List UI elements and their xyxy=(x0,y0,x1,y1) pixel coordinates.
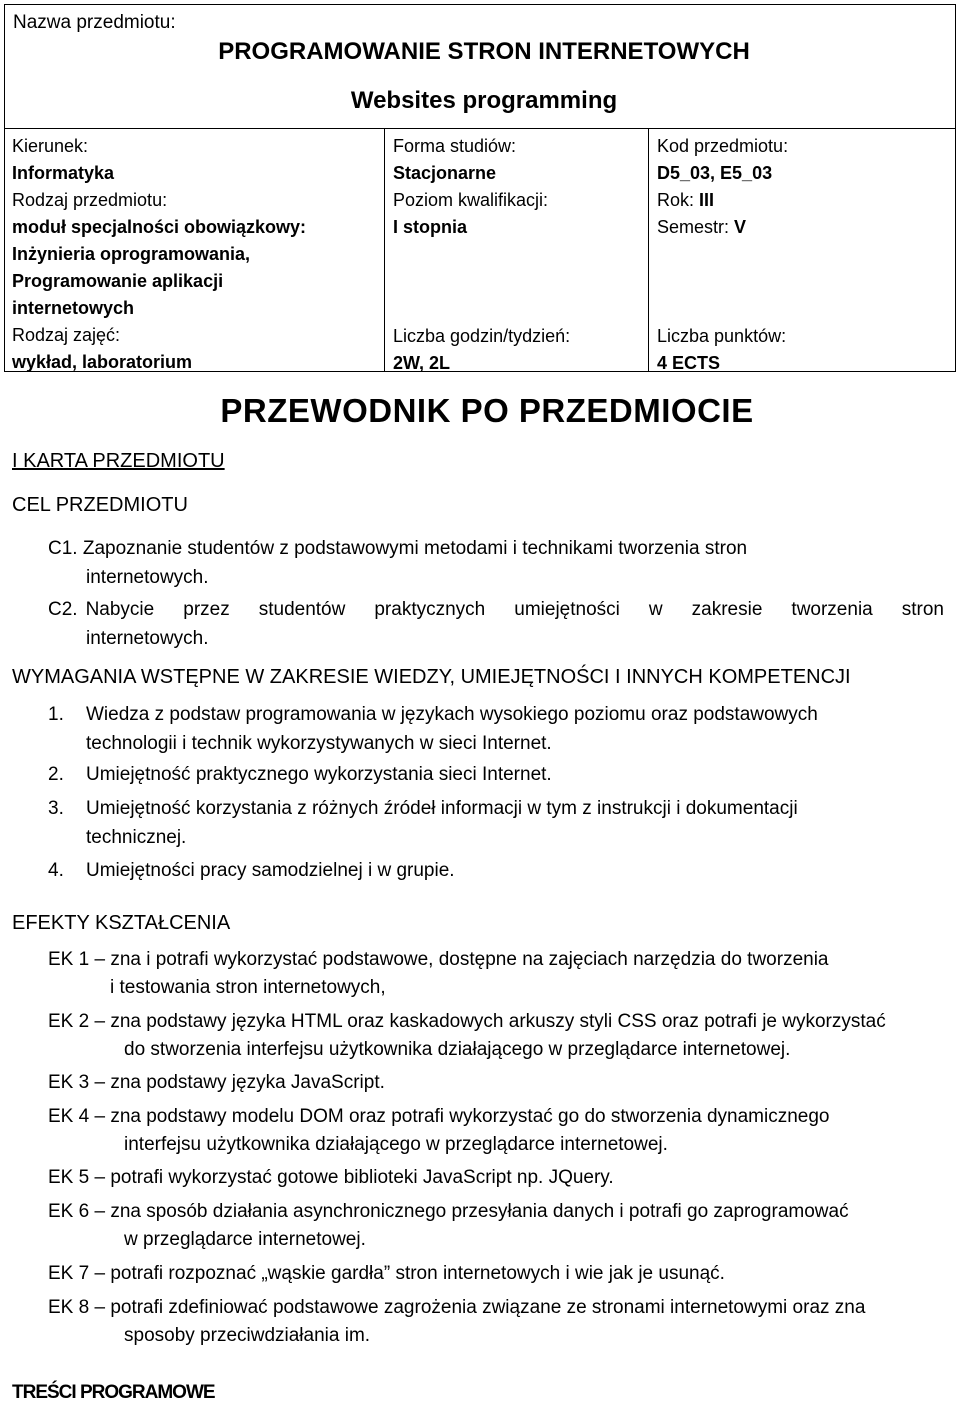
kierunek-value: Informatyka xyxy=(12,163,115,183)
rodzaj-przedmiotu-line: moduł specjalności obowiązkowy: xyxy=(12,217,307,237)
poziom-kwalifikacji-label: Poziom kwalifikacji: xyxy=(393,190,549,210)
efekt-text: EK 6 – zna sposób działania asynchronicznego przesyłania danych i potrafi go zaprogramować xyxy=(48,1201,849,1222)
course-info-col-1 xyxy=(5,129,385,371)
punkty-value: 4 ECTS xyxy=(657,353,721,373)
efekt-text-cont: i testowania stron internetowych, xyxy=(110,977,386,998)
cel-heading: CEL PRZEDMIOTU xyxy=(12,494,188,516)
course-title-cell xyxy=(5,5,955,129)
course-name-label: Nazwa przedmiotu: xyxy=(13,12,176,33)
efekt-text: EK 7 – potrafi rozpoznać „wąskie gardła” stron internetowych i wie jak je usunąć. xyxy=(48,1263,725,1284)
godziny-value: 2W, 2L xyxy=(393,353,451,373)
efekt-text-cont: interfejsu użytkownika działającego w przeglądarce internetowej. xyxy=(124,1134,668,1155)
wymaganie-text-cont: technologii i technik wykorzystywanych w sieci Internet. xyxy=(86,733,552,754)
efekt-text: EK 5 – potrafi wykorzystać gotowe biblioteki JavaScript np. JQuery. xyxy=(48,1167,614,1188)
wymaganie-text-cont: technicznej. xyxy=(86,827,187,848)
wymaganie-item xyxy=(48,794,928,852)
rodzaj-przedmiotu-line: internetowych xyxy=(12,298,135,318)
efekt-item xyxy=(48,1103,948,1159)
efekty-heading: EFEKTY KSZTAŁCENIA xyxy=(12,912,231,934)
rok-value: III xyxy=(699,190,715,210)
punkty-label: Liczba punktów: xyxy=(657,326,787,346)
course-info-col-3 xyxy=(649,129,955,371)
godziny-block xyxy=(393,323,570,377)
cel-number: C1. xyxy=(48,538,78,559)
wymaganie-item xyxy=(48,700,928,758)
wymaganie-text: Wiedza z podstaw programowania w językach wysokiego poziomu oraz podstawowych xyxy=(86,704,818,725)
efekt-text-cont: w przeglądarce internetowej. xyxy=(124,1229,366,1250)
efekt-text: EK 2 – zna podstawy języka HTML oraz kaskadowych arkuszy styli CSS oraz potrafi je wykorzystać xyxy=(48,1011,886,1032)
course-title-en: Websites programming xyxy=(350,87,618,114)
kod-przedmiotu-label: Kod przedmiotu: xyxy=(657,136,789,156)
forma-studiow-value: Stacjonarne xyxy=(393,163,497,183)
efekt-text: EK 8 – potrafi zdefiniować podstawowe zagrożenia związane ze stronami internetowymi oraz zna xyxy=(48,1297,866,1318)
tresci-heading: TREŚCI PROGRAMOWE xyxy=(12,1382,215,1403)
rodzaj-przedmiotu-line: Inżynieria oprogramowania, xyxy=(12,244,251,264)
guide-title: PRZEWODNIK PO PRZEDMIOCIE xyxy=(220,392,754,429)
wymaganie-number: 4. xyxy=(48,860,64,881)
efekt-item xyxy=(48,1069,948,1097)
efekt-text: EK 4 – zna podstawy modelu DOM oraz potrafi wykorzystać go do stworzenia dynamicznego xyxy=(48,1106,830,1127)
course-header-table xyxy=(4,4,956,372)
cel-text: Zapoznanie studentów z podstawowymi metodami i technikami tworzenia stron xyxy=(82,538,748,559)
rok-row xyxy=(657,187,947,214)
semestr-label: Semestr: xyxy=(657,217,735,237)
godziny-label: Liczba godzin/tydzień: xyxy=(393,326,571,346)
karta-heading: I KARTA PRZEDMIOTU xyxy=(12,450,225,472)
rodzaj-zajec-value: wykład, laboratorium xyxy=(12,352,193,372)
efekt-text: EK 3 – zna podstawy języka JavaScript. xyxy=(48,1072,385,1093)
efekt-item xyxy=(48,1294,948,1350)
poziom-kwalifikacji-value: I stopnia xyxy=(393,217,468,237)
cel-text-cont: internetowych. xyxy=(86,567,209,588)
cel-item xyxy=(48,595,944,653)
course-info-col-2 xyxy=(385,129,649,371)
wymaganie-number: 3. xyxy=(48,798,64,819)
rodzaj-przedmiotu-line: Programowanie aplikacji xyxy=(12,271,224,291)
rok-label: Rok: xyxy=(657,190,700,210)
wymaganie-number: 1. xyxy=(48,704,64,725)
efekt-item xyxy=(48,1198,948,1254)
wymaganie-item xyxy=(48,856,928,885)
rodzaj-przedmiotu-label: Rodzaj przedmiotu: xyxy=(12,190,168,210)
wymagania-heading: WYMAGANIA WSTĘPNE W ZAKRESIE WIEDZY, UMIEJĘTNOŚCI I INNYCH KOMPETENCJI xyxy=(12,666,851,688)
wymaganie-number: 2. xyxy=(48,764,64,785)
wymaganie-item xyxy=(48,760,928,789)
wymaganie-text: Umiejętność korzystania z różnych źródeł informacji w tym z instrukcji i dokumentacji xyxy=(86,798,798,819)
rodzaj-zajec-label: Rodzaj zajęć: xyxy=(12,325,121,345)
semestr-row xyxy=(657,214,947,241)
kierunek-label: Kierunek: xyxy=(12,136,89,156)
cel-text-cont: internetowych. xyxy=(86,628,209,649)
efekt-item xyxy=(48,1260,948,1288)
efekt-text-cont: do stworzenia interfejsu użytkownika działającego w przeglądarce internetowej. xyxy=(124,1039,791,1060)
kod-przedmiotu-value: D5_03, E5_03 xyxy=(657,163,773,183)
efekt-item xyxy=(48,1164,948,1192)
cel-text: Nabycie przez studentów praktycznych umiejętności w zakresie tworzenia stron xyxy=(85,599,944,620)
efekt-item xyxy=(48,946,948,1002)
cel-item xyxy=(48,534,928,592)
efekt-item xyxy=(48,1008,948,1064)
course-title-pl: PROGRAMOWANIE STRON INTERNETOWYCH xyxy=(218,38,750,65)
efekt-text-cont: sposoby przeciwdziałania im. xyxy=(124,1325,371,1346)
wymaganie-text: Umiejętności pracy samodzielnej i w grupie. xyxy=(86,860,455,881)
wymaganie-text: Umiejętność praktycznego wykorzystania sieci Internet. xyxy=(86,764,552,785)
forma-studiow-label: Forma studiów: xyxy=(393,136,517,156)
cel-number: C2. xyxy=(48,599,78,620)
punkty-block xyxy=(657,323,786,377)
semestr-value: V xyxy=(734,217,747,237)
efekt-text: EK 1 – zna i potrafi wykorzystać podstawowe, dostępne na zajęciach narzędzia do tworzenia xyxy=(48,949,829,970)
